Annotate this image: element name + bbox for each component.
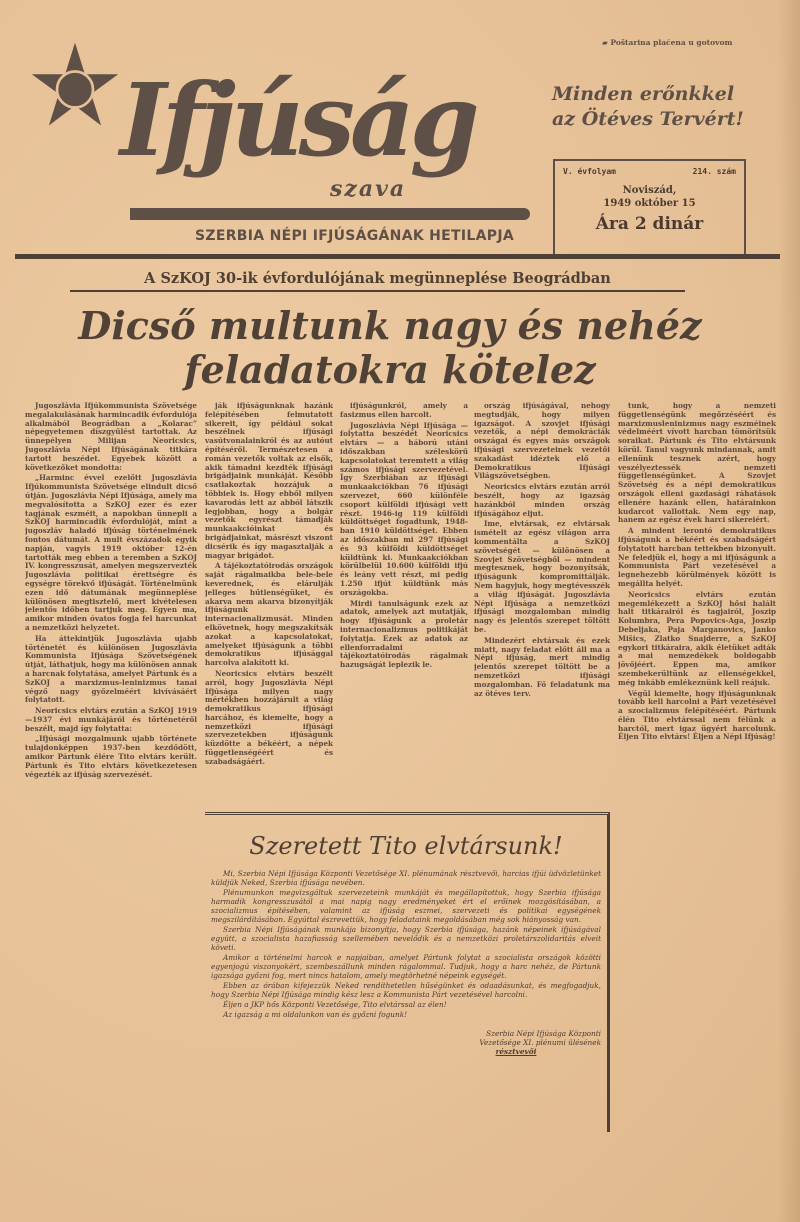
paragraph: ifjúságunkról, amely a fasizmus ellen harcolt. [340, 402, 468, 419]
issue-number: 214. szám [692, 167, 736, 176]
date: 1949 október 15 [603, 198, 696, 209]
article-column-3 [340, 402, 468, 804]
paragraph: Neoricsics elvtárs ezután a SzKOJ 1919—1937 évi munkájáról és történetéről beszélt, majd így folytatta: [25, 706, 197, 733]
slogan-line-1: Minden erőnkkel [552, 83, 735, 105]
paragraph: „Ifjúsági mozgalmunk ujabb története tulajdonképpen 1937-ben kezdődött, amikor Pártunk élére Tito elvtárs került. Pártunk és Tito elvtárs következetesen végezték az ifjúság szervezését. [25, 734, 197, 779]
paragraph: Ha áttekintjük Jugoszlávia ujabb történetét és különösen Jugoszlávia Kommunista Ifjúsága Szövetségének útját, láthatjuk, hogy ma különösen annak a harcnak folytatása, amelyet Pártunk és a SzKOJ a marxizmus-leninizmus tanai végző nagy győzelméért kivívásáért folytatott. [25, 633, 197, 705]
tito-letter-signature [211, 1029, 601, 1056]
headline-line-1: Dicső multunk nagy és nehéz [78, 303, 702, 348]
tito-letter-box [205, 812, 610, 1132]
tito-letter-title: Szeretett Tito elvtársunk! [249, 832, 563, 860]
paragraph: Mindezért elvtársak és ezek miatt, nagy feladat előtt áll ma a Népi ifjúság, mert mindig jelentős szerepet töltött be a nemzetközi ifjúsági mozgalomban. Fő feladatunk ma az ötéves terv. [474, 635, 610, 698]
paragraph: ország ifjúságával, nehogy megtudják, hogy milyen igazságot. A szovjet ifjúsági vezetők, a népi demokráciák országai és egyes más országok ifjúsági szervezeteinek vezetői szakadást idéztek elő a Demokratikus Ifjúsági Világszövetségben. [474, 402, 610, 481]
tito-letter-body [211, 869, 601, 1019]
article-column-1 [25, 402, 197, 1132]
paragraph: Végül kiemelte, hogy ifjúságunknak tovább kell harcolni a Párt vezetésével a szocializmus felépítéséért. Pártunk élén Tito elvtárssal nem félünk a harctól, mert igaz ügyért harcolunk. Éljen Tito elvtárs! Éljen a Népi Ifjúság! [618, 688, 776, 742]
paragraph: Éljen a JKP hős Központi Vezetősége, Tito elvtárssal az élen! [223, 1000, 447, 1009]
slogan [552, 82, 744, 132]
masthead-rule [15, 254, 780, 259]
price: Ára 2 dinár [595, 214, 704, 234]
paragraph: Mirdi tanulságunk ezek az adatok, amelyek azt mutatják, hogy ifjúságunk a proletár internacionalizmus politikáját folytatja. Ezek az adatok az ellenforradalmi tájékoztatóirodás rágalmak hazugságát leplezik le. [340, 598, 468, 670]
paragraph: Mi, Szerbia Népi Ifjúsága Központi Vezetősége XI. plénumának résztvevői, harcias ifjúi üdvözletünket küldjük Neked, Szerbia ifjúsága nevében. [211, 869, 601, 887]
paragraph: Neoricsics elvtárs ezután arról beszélt, hogy az igazság hazánkból minden ország ifjúságához eljut. [474, 482, 610, 518]
article-column-4 [474, 402, 610, 804]
paragraph: Az igazság a mi oldalunkon van és győzni fogunk! [223, 1010, 408, 1019]
masthead-tagline: SZERBIA NÉPI IFJÚSÁGÁNAK HETILAPJA [195, 228, 514, 244]
page-edge [778, 0, 800, 1222]
headline-line-2: feladatokra kötelez [184, 347, 596, 392]
signature-line-2: Vezetősége XI. plénumi ülésének [479, 1038, 601, 1047]
place: Noviszád, [622, 185, 677, 196]
article-column-2 [205, 402, 333, 804]
postage-note: ▰ Poštarina plaćena u gotovom [602, 38, 733, 47]
article-column-5 [618, 402, 776, 1132]
paragraph: Szerbia Népi Ifjúságának munkája bizonyítja, hogy Szerbia ifjúsága, hazánk népeinek ifjúságával együtt, a szocialista hazafiasság szellemében nevelődik és a nemzetközi proletárszolidaritás elveit követi. [211, 925, 601, 952]
star-emblem-icon [30, 40, 120, 130]
paragraph: „Harminc évvel ezelőtt Jugoszlávia Ifjúkommunista Szövetsége elindult dicső útján. Jugoszlávia Népi Ifjúsága, amely ma megvalósította a SzKOJ ezer és ezer tagjának eszméit, a napokban ünnepli a SzKOJ harmincadik évfordulóját, mint a jugoszláv haladó ifjúság történelmének fontos dátumát. A mult évszázadok egyik napján, vagyis 1919 október 12-én tartották meg ebben a teremben a SzKOJ IV. kongresszusát, amelyen megszervezték Jugoszlávia politikai érettségre és egységre törekvő ifjúságát. Történelmünk ezen idő dátumának megünneplése különösen megtisztelő, mert kivételesen jelentős időben tartjuk meg. Egyen ma, amikor minden óvatos fogja fel harcunkat a nemzetközi helyzetet. [25, 473, 197, 632]
signature-line-1: Szerbia Népi Ifjúsága Központi [486, 1029, 601, 1038]
paragraph: Neoricsics elvtárs ezután megemlékezett a SzKOJ hősi halált halt titkárairól és tagjairól, Joszip Kolumbra, Pera Popovics-Aga, Joszip Debeljaka, Paja Marganovics, Janko Mišics, Zlatko Snajderre, a SzKOJ egykori titkáraira, akik életüket adták a mai nemzedékek boldogabb jövőjéért. Eppen ma, amikor szembekerültünk az ellenségekkel, még inkább emlékeznünk kell reájuk. [618, 589, 776, 687]
article-kicker: A SzKOJ 30-ik évfordulójának megünneplése Beográdban [70, 270, 685, 292]
masthead-logo [30, 40, 540, 240]
article-headline [30, 304, 750, 392]
postage-text: Poštarina plaćena u gotovom [610, 38, 733, 47]
logo-underline [130, 208, 530, 220]
paragraph: ják ifjúságunknak hazánk felépítésében felmutatott sikereit, így például sokat beszélnek ifjúsági vasútvonalainkról és az autóut építéséről. Természetesen a román vezetők voltak az elsők, akik támadni kezdték ifjúsági brigádjaink munkáját. Később csatlakoztak hozzájuk a többiek is. Hogy ebből milyen kavarodás lett az abból látszik legjobban, hogy a bolgár vezetők egyrészt támadják munkaakcióinkat és brigádjainkat, másrészt viszont dicsérik és így magasztalják a magyar brigádot. [205, 402, 333, 560]
paragraph: Ime, elvtársak, ez elvtársak ismételt az egész világon arra kommentálta a SzKOJ szövetségét — különösen a Szovjet Szövetségből — mindent megtesznek, hogy bozonyítsák, ifjúságunk kompromittálják. Nem hagyjuk, hogy megtévesszék a világ ifjúságát. Jugoszlávia Népi Ifjúsága a nemzetközi ifjúsági mozgalomban mindig nagy és jelentős szerepet töltött be. [474, 519, 610, 634]
paragraph: Neoricsics elvtárs beszélt arról, hogy Jugoszlávia Népi Ifjúsága milyen nagy mértékben hozzájárult a világ demokratikus ifjúsági harcához, és kiemelte, hogy a nemzetközi ifjúsági szervezetekben ifjúságunk küzdötte a békéért, a népek függetlenségéért és szabadságáért. [205, 668, 333, 766]
volume: V. évfolyam [563, 167, 616, 176]
paragraph: A mindent lerontó demokratikus ifjúságunk a békéért és szabadságért folytatott harcban tettekben bizonyult. Ne feledjük el, hogy a mi ifjúságunk a Kommunista Párt vezetésével a legnehezebb körülmények között is megállta helyét. [618, 526, 776, 588]
masthead-subtitle: szava [330, 176, 407, 202]
paragraph: Plénumunkon megvizsgáltuk szervezeteink munkáját és megállapítottuk, hogy Szerbia ifjúsága harmadik kongresszusától a mai napig nagy eredményeket ért el erőinek mozgósításában, a szocializmus építésében, valamint az ifjúság eszmei, szervezeti és politikai egységének megszilárdításában. Egyúttal észrevettük, hogy feladataink megoldásában még sok hiányosság van. [211, 888, 601, 924]
masthead-title: Ifjúság [120, 61, 475, 179]
paragraph: Jugoszlávia Népi Ifjúsága — folytatta beszédét Neoricsics elvtárs — a háború utáni időszakban széleskörű kapcsolatokat teremtett a világ számos ifjúsági szervezetével. Így Szerbiában az ifjúsági munkaakciókban 76 ifjúsági szervezet, 660 különféle csoport külföldi ifjúsági vett részt. 1946-ig 119 külföldi küldöttséget fogadtunk, 1948-ban 1910 küldöttséget. Ebben az időszakban mi 297 ifjúsági és 93 külföldi küldöttséget küldtünk ki. Munkaakciókban körülbelül 10.600 külföldi ifjú és leány vett részt, mi pedig 1.250 ifjút küldtünk más országokba. [340, 420, 468, 597]
paragraph: Amikor a történelmi harcok e napjaiban, amelyet Pártunk folytat a szocialista országok közötti egyenjogú viszonyokért, szembeszállunk minden rágalommal. Tudjuk, hogy a harc nehéz, de Pártunk igazsága győzni fog, mert nincs hatalom, amely megtörhetné népeink egységét. [211, 953, 601, 980]
paragraph: Ebben az órában kifejezzük Neked rendíthetetlen hűségünket és odaadásunkat, és megfogadjuk, hogy Szerbia Népi Ifjúsága mindig kész lesz a Kommunista Párt vezetésével harcolni. [211, 981, 601, 999]
paragraph: Jugoszlávia Ifjúkommunista Szövetsége megalakulásának harmincadik évfordulója alkalmából Beográdban a „Kolarac” népegyetemen díszgyűlést tartottak. Az ünnepélyen Milijan Neoricsics, Jugoszlávia Népi Ifjúságának titkára tartott beszédet. Egyebek között a következőket mondotta: [25, 402, 197, 472]
issue-info-box [553, 159, 746, 254]
slogan-line-2: az Ötéves Tervért! [552, 108, 744, 130]
paragraph: A tájékoztatóirodás országok saját rágalmaikba bele-bele keverednek, és elárulják jelleges hűtlenségüket, és akarva nem akarva bizonyítják ifjúságunk internacionalizmusát. Minden elkövetnek, hogy megszakítsák azokat a kapcsolatokat, amelyeket ifjúságunk a többi demokratikus ifjúsággal harcolva alakított ki. [205, 561, 333, 668]
signature-line-3: résztvevői [495, 1047, 537, 1056]
paragraph: tunk, hogy a nemzeti függetlenségünk megőrzéséért és marxizmusleninizmus nagy eszméinek védelméért vívott harcban tömörítsük soraikat. Pártunk és Tito elvtársunk körül. Tanul vagyunk mindannak, amit ellenünk tesznek azért, hogy veszélyeztessék nemzeti függetlenségünket. A Szovjet Szövetség és a népi demokratikus országok elleni gazdasági ráhatások ellenére hazánk ellen, határainkon kudarcot vallottak. Nem egy nap, hanem az egész évek harci sikereiért. [618, 402, 776, 525]
